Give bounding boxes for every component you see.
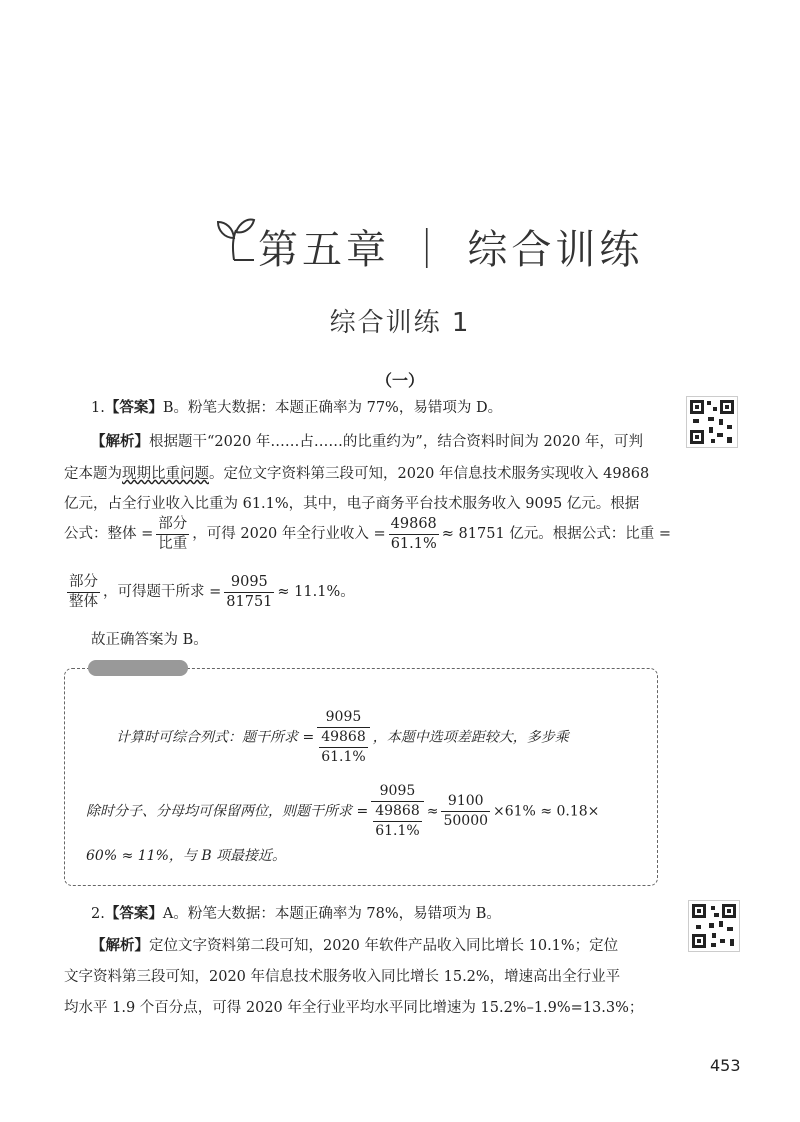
fraction: $\frac{9095}{\frac{49868}{61.1\%}}$ [317,708,370,767]
analysis-tag: 【解析】 [91,433,149,450]
fraction: $\frac{9095}{\frac{49868}{61.1\%}}$ [371,782,424,841]
q1-analysis-line [91,432,643,452]
chapter-heading [0,208,800,278]
q1-conclusion: 故正确答案为 B。 [91,632,208,648]
tip-line-2: 除时分子、分母均可保留两位，则题干所求 = $\frac{9095}{\frac{49868}{61.1\%}}$ ≈ $\frac{9100}{50000}$ ×61% ≈ 0.18× [86,783,600,839]
fraction: $\frac{\text{部分}}{\text{整体}}$ [69,573,98,610]
qr-code-icon[interactable] [688,900,740,952]
sub-title: 综合训练 1 [329,308,471,338]
chapter-title: 第五章 ｜ 综合训练 [258,227,644,273]
highlighted-term: 现期比重问题 [122,466,209,482]
q1-formula-1: 公式：整体 = $\frac{\text{部分}}{\text{比重}}$ ，可得 2020 年全行业收入 = $\frac{49868}{61.1\%}$ ≈ 81751 亿元。根据公式：比重 = [64,515,672,552]
qr-code-icon[interactable] [686,396,738,448]
q1-formula-2: $\frac{\text{部分}}{\text{整体}}$ ，可得题干所求 = $\frac{9095}{81751}$ ≈ 11.1%。 [69,573,355,610]
question-number: 1. [91,400,105,416]
q2-analysis-line: 均水平 1.9 个百分点，可得 2020 年全行业平均水平同比增速为 15.2%–1.9%=13.3%； [64,1000,644,1016]
fraction: $\frac{49868}{61.1\%}$ [390,515,437,552]
question-number: 2. [91,906,105,922]
q2-answer-line [91,904,501,924]
fraction: $\frac{9095}{81751}$ [226,573,273,610]
tip-line-3: 60% ≈ 11%，与 B 项最接近。 [86,848,287,864]
tip-line-1: 计算时可综合列式：题干所求 = $\frac{9095}{\frac{49868}{61.1\%}}$ ，本题中选项差距较大，多步乘 [116,709,569,765]
q2-analysis-line: 文字资料第三段可知，2020 年信息技术服务收入同比增长 15.2%，增速高出全行业平 [64,969,621,985]
answer-tag: 【答案】 [104,399,163,416]
q2-analysis-line [91,936,618,956]
q1-analysis-line: 定本题为现期比重问题。定位文字资料第三段可知，2020 年信息技术服务实现收入 49868 [64,466,650,482]
analysis-text: 定位文字资料第二段可知，2020 年软件产品收入同比增长 10.1%；定位 [149,938,619,954]
q1-answer-line [91,398,502,418]
q1-analysis-line: 亿元，占全行业收入比重为 61.1%，其中，电子商务平台技术服务收入 9095 亿元。根据 [64,496,640,512]
tip-tag [88,660,188,676]
answer-text: B。粉笔大数据：本题正确率为 77%，易错项为 D。 [162,400,503,416]
page-number: 453 [710,1056,741,1075]
answer-text: A。粉笔大数据：本题正确率为 78%，易错项为 B。 [162,906,501,922]
analysis-text: 根据题干“2020 年……占……的比重约为”，结合资料时间为 2020 年，可判 [149,434,643,450]
fraction: $\frac{\text{部分}}{\text{比重}}$ [158,515,188,552]
answer-tag: 【答案】 [104,905,163,922]
analysis-tag: 【解析】 [91,937,149,954]
sprout-icon [214,216,256,262]
section-label: （一） [375,371,424,390]
fraction: $\frac{9100}{50000}$ [443,793,489,829]
